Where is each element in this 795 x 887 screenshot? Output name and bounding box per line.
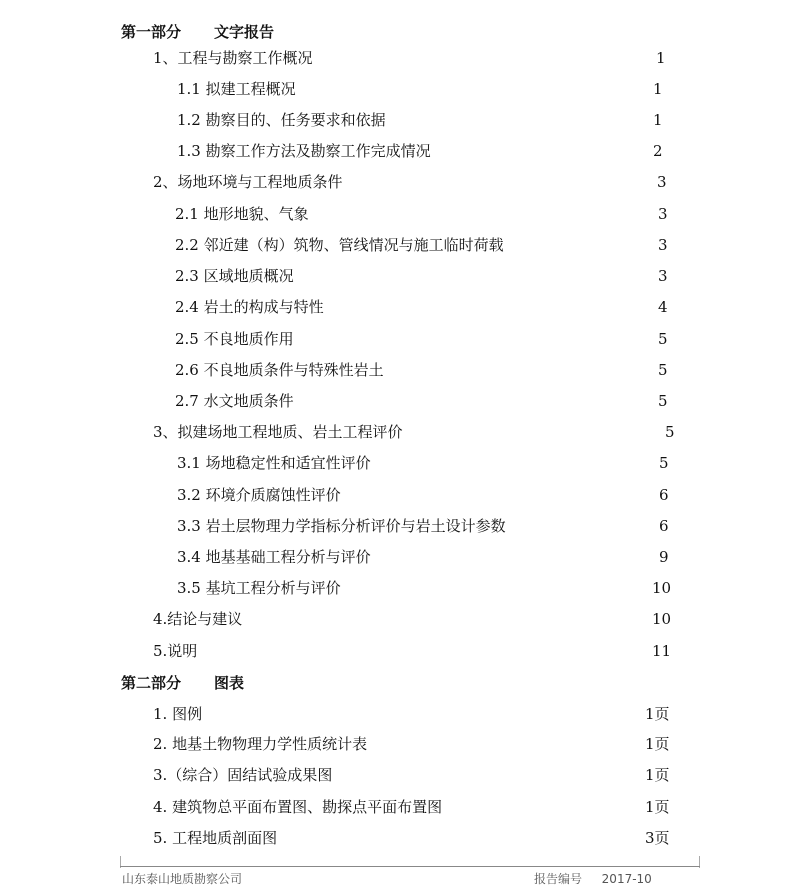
part2-title: 图表 xyxy=(214,674,245,692)
toc-entry-page: 6 xyxy=(659,517,669,535)
toc-entry-text: 2.4 岩土的构成与特性 xyxy=(175,298,324,316)
toc-entry-text: 3.（综合）固结试验成果图 xyxy=(153,766,333,784)
toc-entry[interactable] xyxy=(175,388,668,414)
toc-entry-page: 3 xyxy=(658,267,668,285)
toc-entry-page: 2 xyxy=(653,142,663,160)
toc-entry-text: 3.2 环境介质腐蚀性评价 xyxy=(177,486,341,504)
toc-entry[interactable] xyxy=(153,825,673,851)
toc-entry-text: 2.6 不良地质条件与特殊性岩土 xyxy=(175,361,384,379)
toc-entry-text: 4. 建筑物总平面布置图、勘探点平面布置图 xyxy=(153,798,443,816)
toc-entry-page: 1页 xyxy=(645,735,670,753)
toc-entry-page: 10 xyxy=(652,579,672,597)
toc-entry-text: 3、拟建场地工程地质、岩土工程评价 xyxy=(153,423,403,441)
toc-entry[interactable] xyxy=(175,232,668,258)
toc-entry-page: 5 xyxy=(658,330,668,348)
toc-entry[interactable] xyxy=(177,450,668,476)
toc-entry-page: 9 xyxy=(659,548,669,566)
toc-entry-page: 3 xyxy=(658,205,668,223)
part1-label: 第一部分 xyxy=(121,23,182,41)
toc-entry[interactable] xyxy=(177,482,668,508)
toc-entry-page: 1页 xyxy=(645,705,670,723)
toc-entry-text: 5. 工程地质剖面图 xyxy=(153,829,278,847)
toc-entry[interactable] xyxy=(177,76,668,102)
footer-report-value: 2017-10 xyxy=(601,872,652,886)
toc-entry[interactable] xyxy=(175,201,668,227)
toc-entry-text: 2.3 区域地质概况 xyxy=(175,267,294,285)
toc-entry[interactable] xyxy=(177,513,668,539)
toc-entry-text: 2.1 地形地貌、气象 xyxy=(175,205,309,223)
toc-entry[interactable] xyxy=(177,138,668,164)
toc-entry[interactable] xyxy=(153,419,675,445)
toc-entry-text: 2. 地基土物物理力学性质统计表 xyxy=(153,735,368,753)
toc-entry-text: 1. 图例 xyxy=(153,705,203,723)
toc-entry[interactable] xyxy=(153,606,672,632)
toc-entry-page: 5 xyxy=(659,454,669,472)
toc-entry[interactable] xyxy=(175,294,668,320)
toc-entry[interactable] xyxy=(153,169,668,195)
toc-entry[interactable] xyxy=(177,544,668,570)
toc-entry[interactable] xyxy=(153,762,673,788)
toc-entry-text: 4.结论与建议 xyxy=(153,610,243,628)
toc-entry[interactable] xyxy=(175,263,668,289)
toc-entry[interactable] xyxy=(177,107,668,133)
toc-entry-page: 3 xyxy=(657,173,667,191)
toc-entry[interactable] xyxy=(177,575,672,601)
toc-entry[interactable] xyxy=(153,638,672,664)
toc-entry-text: 2.2 邻近建（构）筑物、管线情况与施工临时荷载 xyxy=(175,236,504,254)
toc-entry[interactable] xyxy=(153,701,673,727)
toc-entry-text: 2.7 水文地质条件 xyxy=(175,392,294,410)
toc-entry-page: 10 xyxy=(652,610,672,628)
toc-entry-page: 6 xyxy=(659,486,669,504)
toc-entry-text: 3.3 岩土层物理力学指标分析评价与岩土设计参数 xyxy=(177,517,506,535)
toc-entry-text: 2.5 不良地质作用 xyxy=(175,330,294,348)
toc-entry-page: 3 xyxy=(658,236,668,254)
toc-entry-page: 5 xyxy=(658,361,668,379)
footer-rule xyxy=(120,866,700,867)
toc-entry-page: 5 xyxy=(665,423,675,441)
toc-entry-text: 3.4 地基基础工程分析与评价 xyxy=(177,548,371,566)
toc-entry-text: 1、工程与勘察工作概况 xyxy=(153,49,313,67)
toc-entry[interactable] xyxy=(175,326,668,352)
toc-entry[interactable] xyxy=(153,731,673,757)
toc-entry-text: 3.1 场地稳定性和适宜性评价 xyxy=(177,454,371,472)
toc-entry-text: 3.5 基坑工程分析与评价 xyxy=(177,579,341,597)
toc-entry-page: 3页 xyxy=(645,829,670,847)
toc-entry[interactable] xyxy=(153,45,668,71)
toc-entry-page: 4 xyxy=(658,298,668,316)
toc-entry-page: 1页 xyxy=(645,766,670,784)
part2-label: 第二部分 xyxy=(121,674,182,692)
toc-entry-text: 1.3 勘察工作方法及勘察工作完成情况 xyxy=(177,142,431,160)
toc-entry-page: 1 xyxy=(653,80,663,98)
toc-entry-page: 1页 xyxy=(645,798,670,816)
footer-company: 山东泰山地质勘察公司 xyxy=(122,872,243,886)
toc-entry[interactable] xyxy=(153,794,673,820)
toc-entry-text: 5.说明 xyxy=(153,642,198,660)
part1-title: 文字报告 xyxy=(214,23,275,41)
toc-entry-page: 5 xyxy=(658,392,668,410)
toc-entry-page: 1 xyxy=(653,111,663,129)
toc-entry-page: 11 xyxy=(652,642,672,660)
toc-entry-text: 1.2 勘察目的、任务要求和依据 xyxy=(177,111,386,129)
footer-report-label: 报告编号 xyxy=(534,872,583,886)
toc-entry[interactable] xyxy=(175,357,668,383)
toc-entry-text: 1.1 拟建工程概况 xyxy=(177,80,296,98)
toc-entry-page: 1 xyxy=(656,49,666,67)
toc-entry-text: 2、场地环境与工程地质条件 xyxy=(153,173,343,191)
